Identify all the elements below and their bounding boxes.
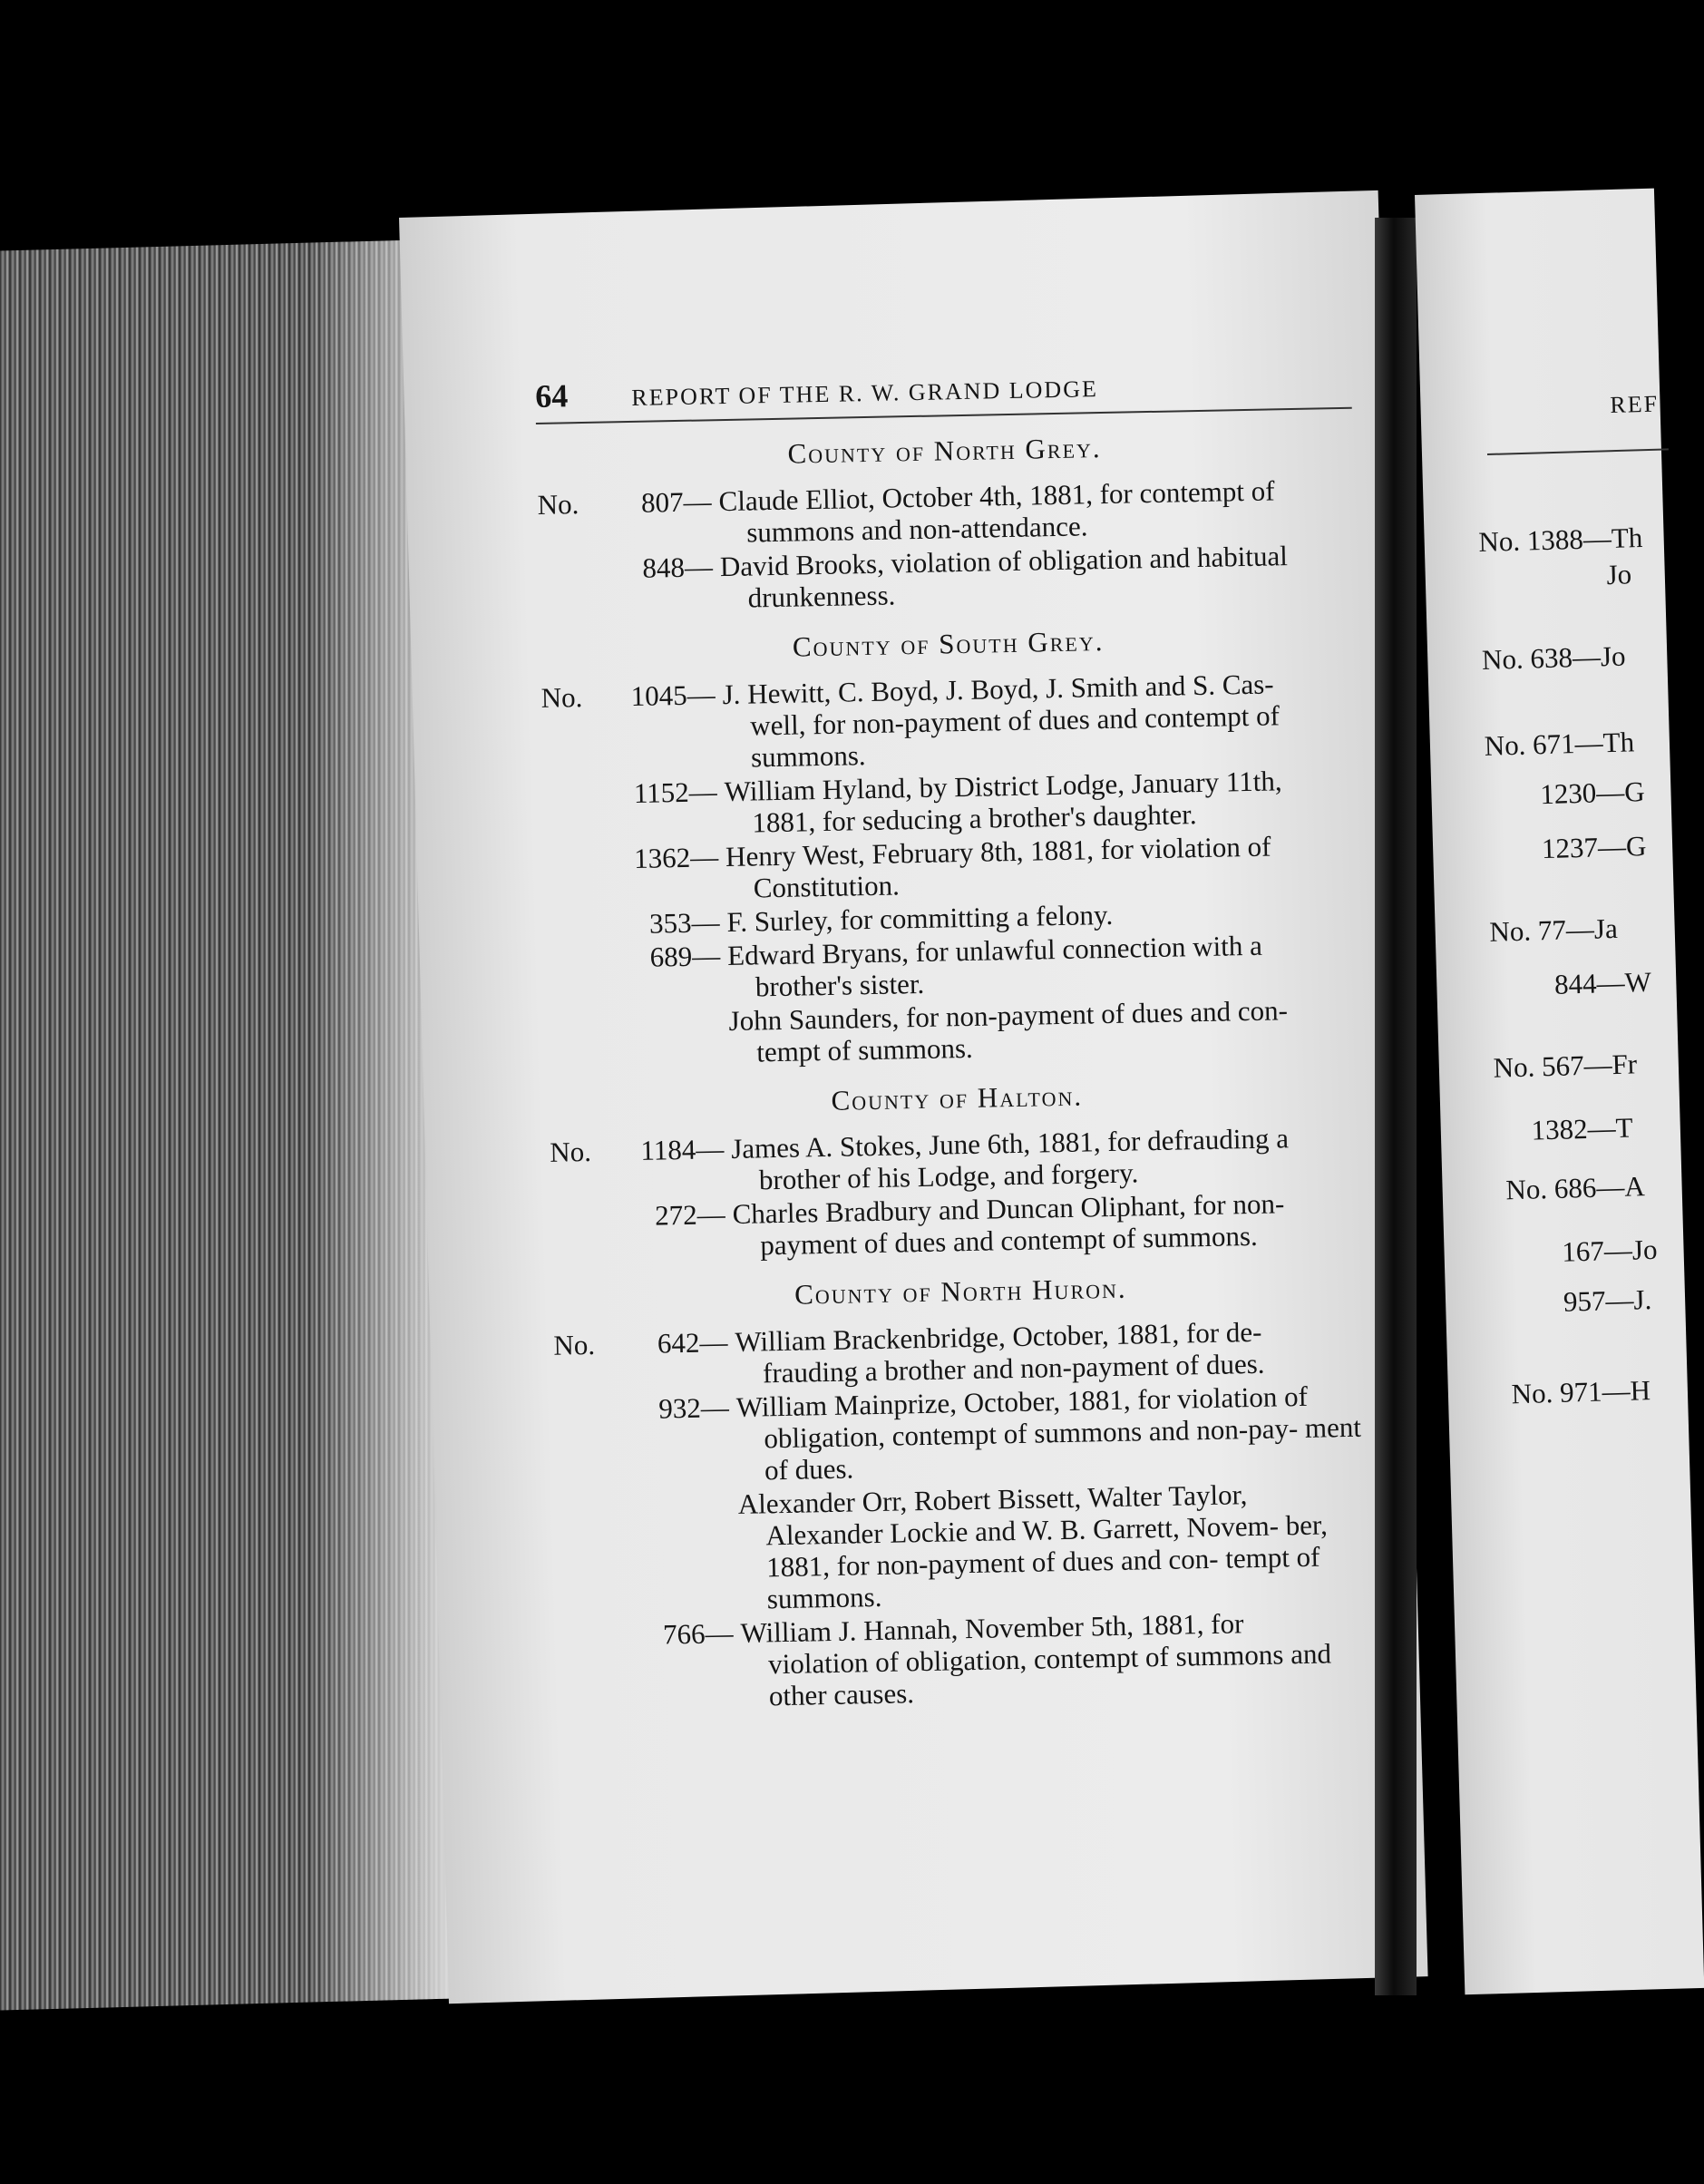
entry-text-continued: Constitution. [753, 869, 901, 904]
entry-text: James A. Stokes, June 6th, 1881, for defrauding a [730, 1122, 1290, 1165]
lodge-number: 1152— [633, 775, 718, 809]
right-page [1415, 189, 1704, 1995]
county-heading: County of North Huron. [794, 1272, 1127, 1311]
lodge-number [629, 1488, 731, 1490]
entry-text: David Brooks, violation of obligation and habitual [719, 540, 1289, 583]
entry-no-label: No. [549, 1135, 592, 1168]
entry-text-continued: violation of obligation, contempt of summons and other causes. [767, 1637, 1332, 1712]
entry-text-continued: tempt of summons. [755, 1031, 974, 1068]
entry-no-label: No. [537, 488, 579, 521]
entry-text-continued: 1881, for seducing a brother's daughter. [752, 798, 1197, 839]
right-page-row: 957—J. [1563, 1283, 1652, 1318]
book-gutter [1375, 218, 1417, 1995]
right-page-row: 1230—G [1539, 775, 1646, 811]
suspension-entry [539, 539, 1356, 618]
entry-text-continued: obligation, contempt of summons and non-pay- ment of dues. [764, 1410, 1362, 1487]
left-page-text [535, 366, 1377, 1718]
county-heading: County of Halton. [831, 1079, 1084, 1116]
right-page-row: No. 971—H [1511, 1374, 1651, 1410]
lodge-number: 272— [654, 1198, 726, 1232]
page-number: 64 [534, 377, 569, 414]
entry-text: William Mainprize, October, 1881, for violation of [735, 1380, 1309, 1423]
entry-text-continued: frauding a brother and non-payment of dues. [762, 1347, 1265, 1389]
suspension-entry [559, 1604, 1377, 1715]
entry-text: Alexander Orr, Robert Bissett, Walter Taylor, [737, 1478, 1248, 1520]
right-page-row: No. 567—Fr [1493, 1048, 1638, 1084]
entry-text-continued: brother of his Lodge, and forgery. [758, 1156, 1139, 1196]
entry-text: John Saunders, for non-payment of dues and con- [728, 994, 1289, 1038]
lodge-number: 353— [648, 906, 720, 940]
entry-text-continued: summons and non-attendance. [745, 510, 1088, 549]
lodge-number: 642— [657, 1326, 728, 1360]
suspension-entry [554, 1380, 1372, 1490]
right-page-row: 1237—G [1541, 829, 1647, 865]
right-page-row: Jo [1606, 558, 1632, 591]
entry-no-label: No. [553, 1328, 596, 1361]
county-heading: County of South Grey. [792, 625, 1105, 663]
lodge-number: 848— [642, 551, 714, 584]
entry-text: William Hyland, by District Lodge, January 11th, [724, 765, 1282, 808]
right-page-row: No. 686—A [1504, 1170, 1646, 1206]
right-page-row: No. 638—Jo [1481, 639, 1626, 676]
entry-text-continued: Alexander Lockie and W. B. Garrett, Novem- ber, 1881, for non-payment of dues and con- tempt of summons. [765, 1508, 1329, 1615]
entry-text: Claude Elliot, October 4th, 1881, for contempt of [718, 474, 1275, 518]
county-heading: County of North Grey. [787, 432, 1102, 470]
entry-text: Henry West, February 8th, 1881, for violation of [725, 830, 1271, 873]
entry-text: Edward Bryans, for unlawful connection with a [726, 929, 1263, 972]
lodge-number: 807— [640, 485, 712, 519]
lodge-number: 1362— [633, 841, 719, 874]
entry-text: J. Hewitt, C. Boyd, J. Boyd, J. Smith and S. Cas- [722, 668, 1274, 711]
right-page-row: No. 77—Ja [1489, 912, 1619, 948]
entry-text: William Brackenbridge, October, 1881, for de- [735, 1315, 1262, 1358]
lodge-number: 1045— [630, 678, 716, 713]
right-page-row: No. 671—Th [1484, 726, 1635, 762]
entry-text-continued: drunkenness. [747, 579, 896, 614]
entry-text: William J. Hannah, November 5th, 1881, for [740, 1607, 1244, 1649]
lodge-number: 689— [649, 940, 721, 973]
entry-text: F. Surley, for committing a felony. [726, 898, 1114, 939]
book-page-edges [0, 239, 453, 2010]
entry-text: Charles Bradbury and Duncan Oliphant, for non- [732, 1187, 1285, 1230]
page-header-title: REPORT OF THE R. W. GRAND LODGE [631, 375, 1099, 411]
suspension-entry [550, 1186, 1368, 1265]
lodge-number: 766— [662, 1617, 734, 1651]
right-page-header: REF [1610, 390, 1660, 418]
suspension-entry [557, 1476, 1376, 1618]
right-page-row: 1382—T [1531, 1111, 1634, 1146]
entry-no-label: No. [540, 681, 583, 714]
lodge-number [619, 1005, 721, 1007]
right-page-row: 844—W [1553, 965, 1652, 1000]
right-page-row: 167—Jo [1561, 1233, 1658, 1268]
lodge-number: 1184— [640, 1133, 725, 1166]
entry-text-continued: well, for non-payment of dues and contempt of summons. [750, 699, 1280, 774]
suspension-entry [540, 667, 1358, 777]
entry-text-continued: payment of dues and contempt of summons. [760, 1219, 1259, 1262]
sections-container [536, 427, 1377, 1716]
entry-text-continued: brother's sister. [755, 967, 925, 1003]
right-page-row: No. 1388—Th [1478, 521, 1643, 558]
suspension-entry [547, 993, 1364, 1072]
lodge-number: 932— [657, 1391, 730, 1425]
